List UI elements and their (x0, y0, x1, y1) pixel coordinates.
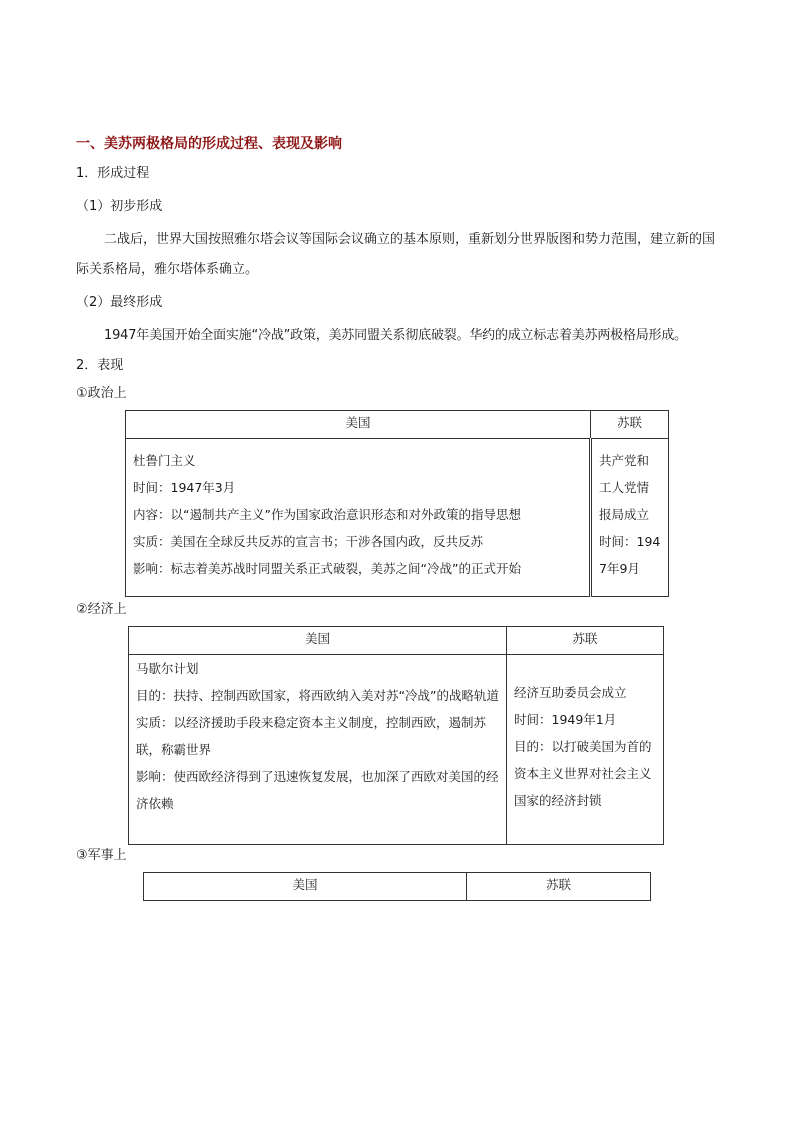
initial-formation-label: （1）初步形成 (76, 199, 163, 214)
political-label: ①政治上 (76, 386, 127, 401)
military-col-ussr: 苏联 (467, 873, 651, 901)
economic-col-usa: 美国 (129, 627, 507, 655)
political-usa-cell (126, 439, 591, 597)
political-usa-line: 影响：标志着美苏战时同盟关系正式破裂，美苏之间“冷战”的正式开始 (133, 561, 521, 576)
economic-usa-line: 实质：以经济援助手段来稳定资本主义制度，控制西欧，遏制苏联，称霸世界 (136, 715, 487, 757)
economic-usa-line: 马歇尔计划 (136, 661, 199, 676)
military-col-usa: 美国 (144, 873, 467, 901)
initial-formation-text: 二战后，世界大国按照雅尔塔会议等国际会议确立的基本原则，重新划分世界版图和势力范围，建立新的国际关系格局，雅尔塔体系确立。 (76, 232, 716, 277)
manifest-heading: 2．表现 (76, 358, 124, 373)
economic-col-ussr: 苏联 (507, 627, 664, 655)
political-col-ussr: 苏联 (591, 411, 669, 439)
economic-label: ②经济上 (76, 602, 127, 617)
economic-ussr-cell (507, 655, 664, 845)
political-usa-line: 内容：以“遏制共产主义”作为国家政治意识形态和对外政策的指导思想 (133, 507, 521, 522)
final-formation-label: （2）最终形成 (76, 295, 163, 310)
military-table (143, 872, 651, 901)
economic-usa-line: 影响：使西欧经济得到了迅速恢复发展，也加深了西欧对美国的经济依赖 (136, 769, 499, 811)
military-label: ③军事上 (76, 848, 127, 863)
final-formation-text: 1947年美国开始全面实施“冷战”政策，美苏同盟关系彻底破裂。华约的成立标志着美苏两极格局形成。 (104, 328, 687, 343)
political-usa-line: 实质：美国在全球反共反苏的宣言书；干涉各国内政，反共反苏 (133, 534, 484, 549)
economic-ussr-line: 时间：1949年1月 (514, 712, 617, 727)
formation-heading: 1．形成过程 (76, 166, 150, 181)
political-usa-line: 时间：1947年3月 (133, 480, 236, 495)
economic-usa-line: 目的：扶持、控制西欧国家，将西欧纳入美对苏“冷战”的战略轨道 (136, 688, 499, 703)
economic-table (128, 626, 664, 845)
political-ussr-cell: 共产党和工人党情报局成立时间：1947年9月 (591, 439, 669, 597)
economic-usa-cell (129, 655, 507, 845)
economic-ussr-line: 目的：以打破美国为首的资本主义世界对社会主义国家的经济封锁 (514, 739, 652, 808)
economic-ussr-line: 经济互助委员会成立 (514, 685, 627, 700)
section-title: 一、美苏两极格局的形成过程、表现及影响 (76, 136, 342, 152)
political-table (125, 410, 669, 597)
political-usa-line: 杜鲁门主义 (133, 453, 196, 468)
political-col-usa: 美国 (126, 411, 591, 439)
